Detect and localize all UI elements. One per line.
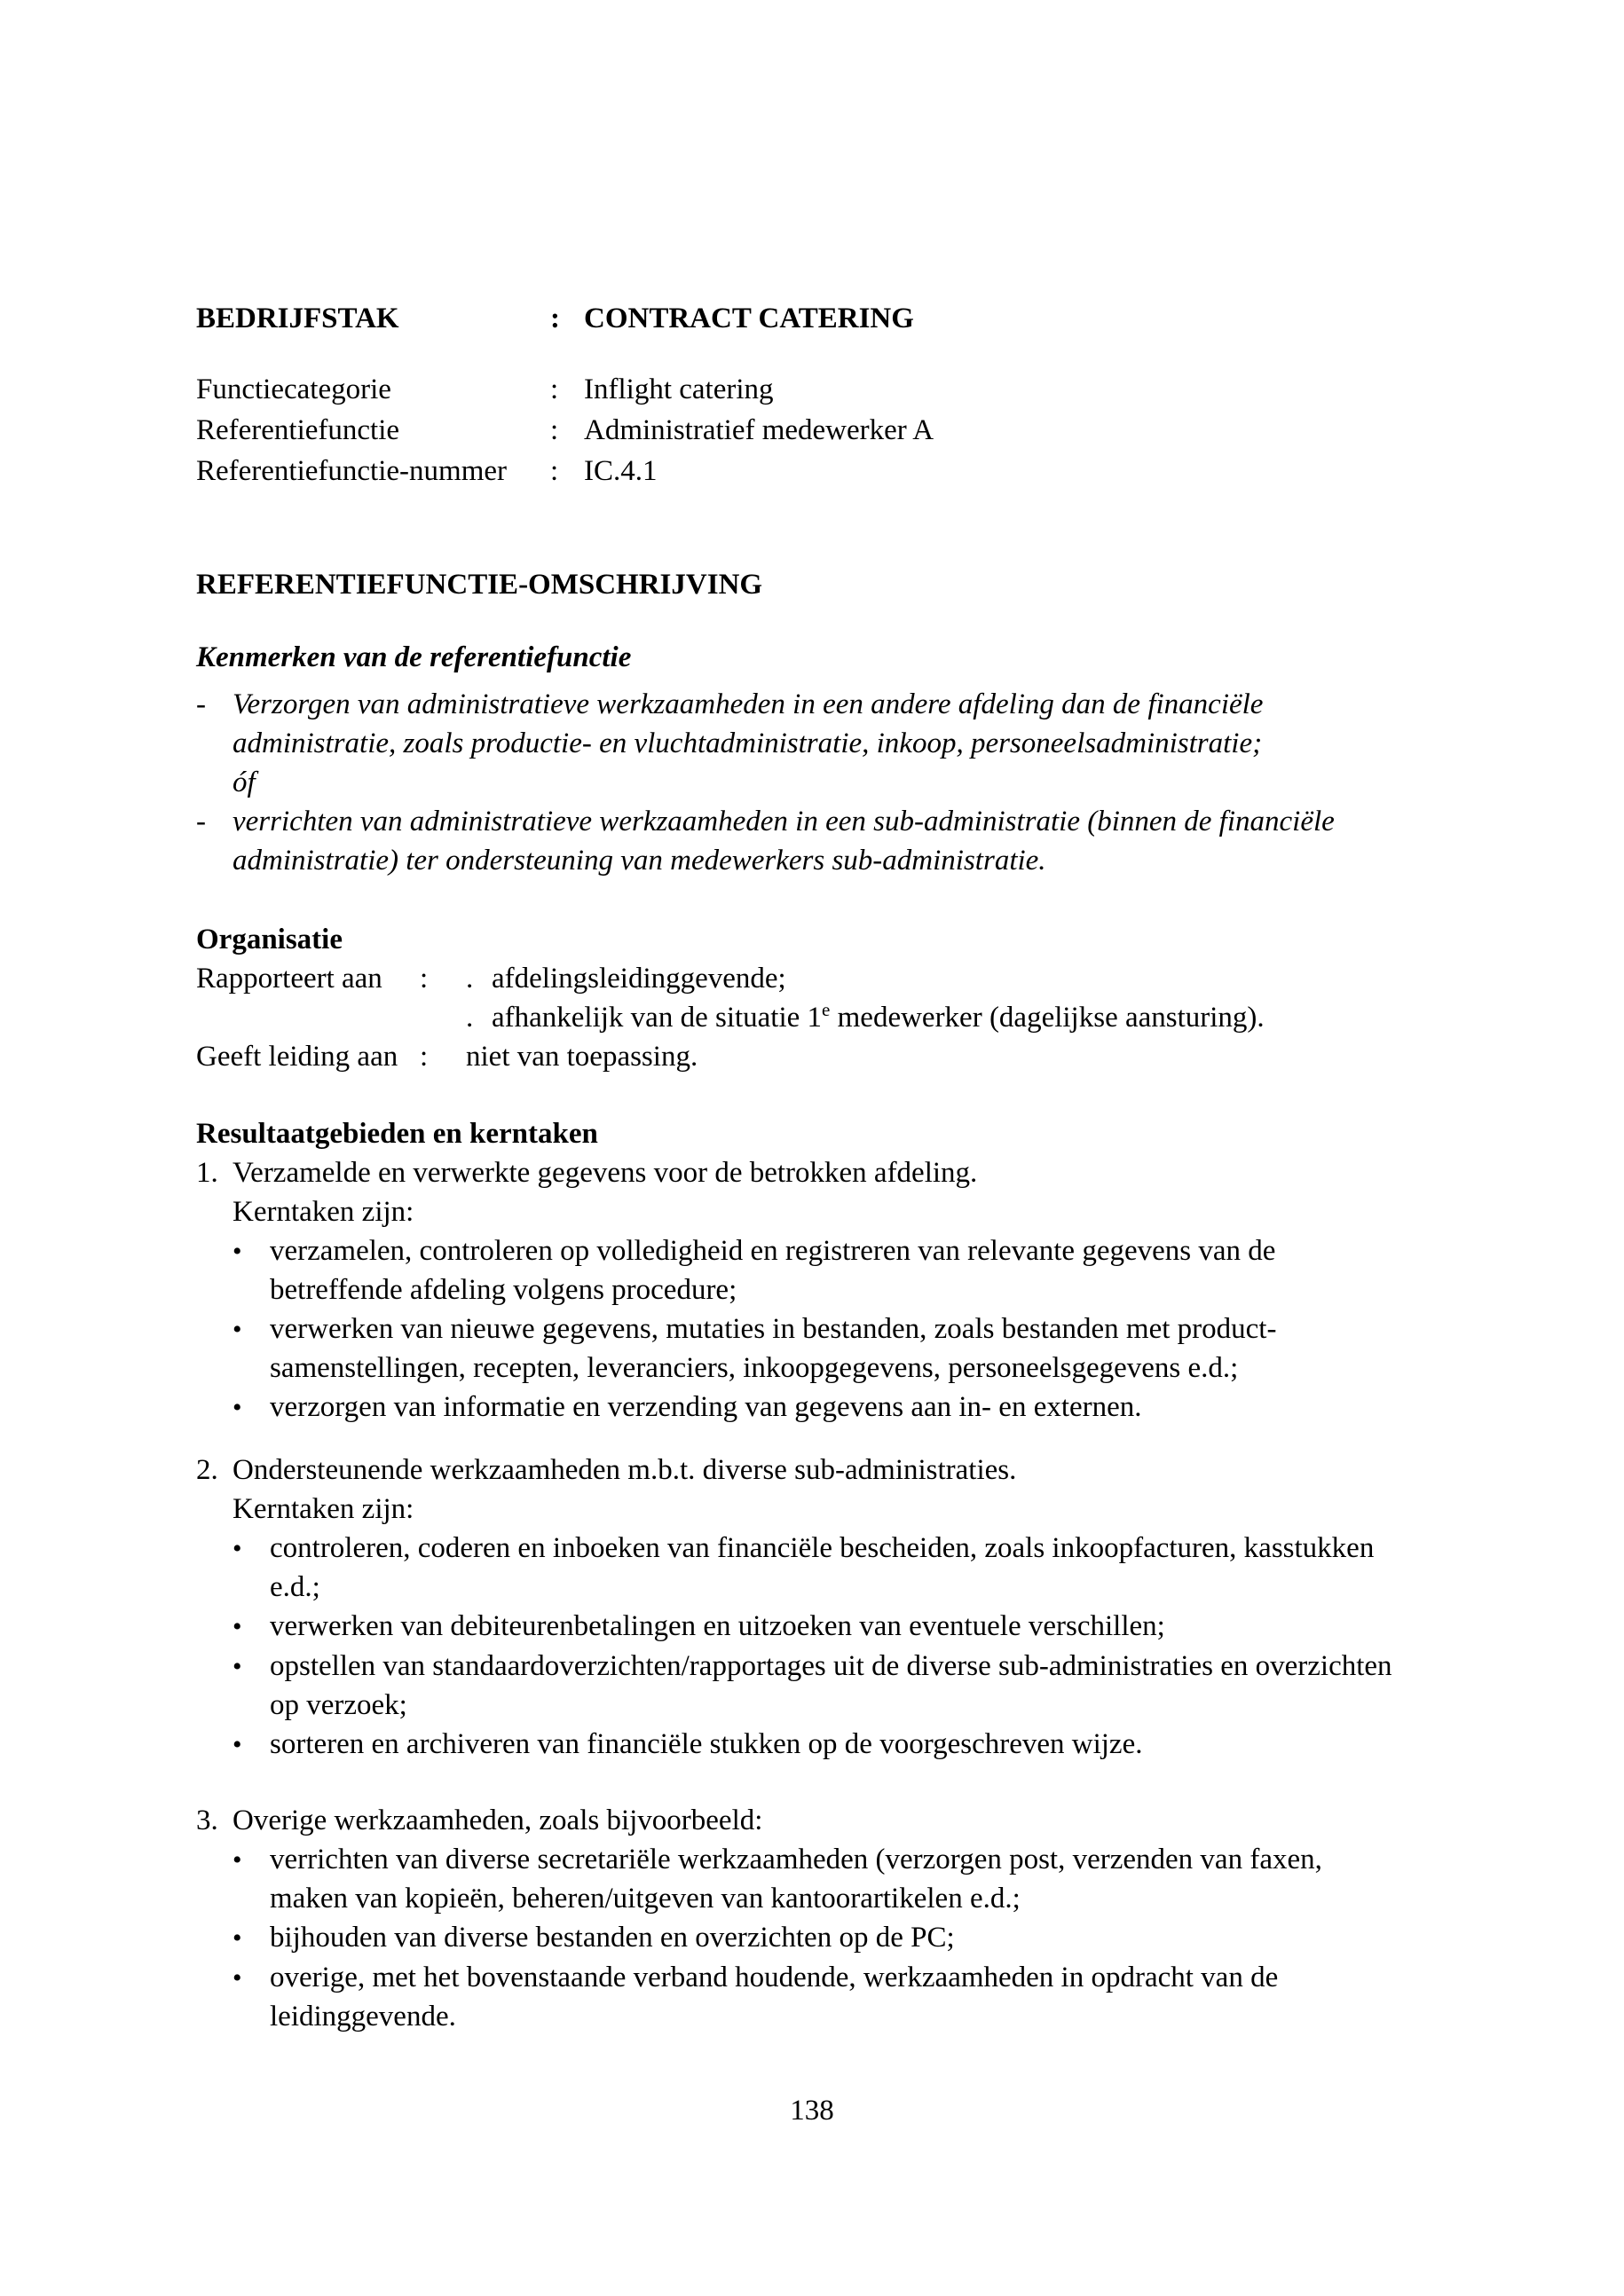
text-line: administratie, zoals productie- en vluchtadministratie, inkoop, personeelsadministratie; xyxy=(233,727,1263,759)
function-id-table xyxy=(196,298,934,491)
id-row-functiecategorie xyxy=(196,369,934,410)
organisatie-title: Organisatie xyxy=(196,924,343,955)
dash-bullet: - xyxy=(196,688,206,720)
text-line: verzamelen, controleren op volledigheid en registreren van relevante gegevens van de xyxy=(270,1235,1276,1267)
bullet-icon: • xyxy=(233,1534,242,1563)
kerntaken-subtitle: Kerntaken zijn: xyxy=(233,1493,414,1525)
bullet-text xyxy=(270,1388,1142,1427)
kenmerken-section xyxy=(196,638,1335,880)
bullet-item xyxy=(233,1958,1392,2036)
kenmerken-title: Kenmerken van de referentiefunctie xyxy=(196,641,632,673)
page-number: 138 xyxy=(790,2095,834,2127)
bullet-text xyxy=(270,1607,1165,1647)
numbered-item-2 xyxy=(196,1451,1392,1765)
bullet-icon: • xyxy=(233,1963,242,1993)
resultaat-section xyxy=(196,1114,1392,2036)
item-title: Overige werkzaamheden, zoals bijvoorbeeld: xyxy=(233,1805,763,1836)
section-title: REFERENTIEFUNCTIE-OMSCHRIJVING xyxy=(196,569,763,601)
org-value-post: medewerker (dagelijkse aansturing). xyxy=(830,1002,1265,1034)
dot-bullet: . xyxy=(466,963,474,995)
dot-bullet: . xyxy=(466,1002,474,1034)
bullet-item xyxy=(233,1529,1392,1607)
dash-bullet: - xyxy=(196,806,206,837)
id-label: BEDRIJFSTAK xyxy=(196,303,399,334)
bullet-text xyxy=(270,1840,1322,1918)
text-line: bijhouden van diverse bestanden en overzichten op de PC; xyxy=(270,1922,955,1954)
text-line: op verzoek; xyxy=(270,1689,407,1721)
text-line: Verzorgen van administratieve werkzaamheden in een andere afdeling dan de financiële xyxy=(233,688,1264,720)
id-label: Functiecategorie xyxy=(196,373,391,405)
kenmerken-item xyxy=(196,685,1335,802)
colon: : xyxy=(420,1041,429,1073)
colon: : xyxy=(550,455,559,487)
colon: : xyxy=(550,303,560,334)
bullet-item xyxy=(233,1840,1392,1918)
item-title: Ondersteunende werkzaamheden m.b.t. diverse sub-administraties. xyxy=(233,1454,1017,1486)
bullet-text xyxy=(270,1725,1142,1765)
bullet-icon: • xyxy=(233,1315,242,1344)
colon: : xyxy=(550,373,559,405)
text-line: verrichten van diverse secretariële werkzaamheden (verzorgen post, verzenden van faxen, xyxy=(270,1844,1322,1875)
bullet-item xyxy=(233,1388,1392,1427)
text-line: verwerken van nieuwe gegevens, mutaties in bestanden, zoals bestanden met product- xyxy=(270,1313,1277,1345)
bullet-item xyxy=(233,1607,1392,1647)
text-line: controleren, coderen en inboeken van financiële bescheiden, zoals inkoopfacturen, kasstukken xyxy=(270,1532,1375,1564)
bullet-text xyxy=(270,1958,1278,2036)
kerntaken-subtitle: Kerntaken zijn: xyxy=(233,1196,414,1228)
text-line: samenstellingen, recepten, leveranciers, inkoopgegevens, personeelsgegevens e.d.; xyxy=(270,1352,1239,1384)
text-line: verwerken van debiteurenbetalingen en uitzoeken van eventuele verschillen; xyxy=(270,1610,1165,1642)
id-row-referentiefunctie-nummer xyxy=(196,451,934,491)
org-value xyxy=(492,999,1265,1034)
text-line: verzorgen van informatie en verzending van gegevens aan in- en externen. xyxy=(270,1391,1142,1423)
bullet-list xyxy=(233,1529,1392,1765)
colon: : xyxy=(550,414,559,446)
superscript-e: e xyxy=(822,999,831,1020)
numbered-item-title-row xyxy=(196,1801,1392,1840)
kenmerken-items xyxy=(196,685,1335,880)
id-row-referentiefunctie xyxy=(196,410,934,451)
text-line: óf xyxy=(233,767,256,798)
text-line: administratie) ter ondersteuning van medewerkers sub-administratie. xyxy=(233,845,1046,877)
org-value-pre: afhankelijk van de situatie 1 xyxy=(492,1002,823,1034)
org-value: afdelingsleidinggevende; xyxy=(492,963,786,995)
bullet-item xyxy=(233,1725,1392,1765)
id-row-bedrijfstak xyxy=(196,298,934,339)
organisatie-row xyxy=(196,1037,1265,1076)
id-value: CONTRACT CATERING xyxy=(584,303,914,334)
id-value: Inflight catering xyxy=(584,373,774,405)
kenmerken-item xyxy=(196,802,1335,880)
text-line: maken van kopieën, beheren/uitgeven van kantoorartikelen e.d.; xyxy=(270,1883,1021,1915)
text-line: overige, met het bovenstaande verband houdende, werkzaamheden in opdracht van de xyxy=(270,1962,1279,1993)
text-line: betreffende afdeling volgens procedure; xyxy=(270,1274,737,1306)
bullet-item xyxy=(233,1309,1392,1388)
text-line: opstellen van standaardoverzichten/rapportages uit de diverse sub-administraties en overzichten xyxy=(270,1650,1392,1682)
bullet-text xyxy=(270,1309,1276,1388)
item-number: 1. xyxy=(196,1157,218,1189)
org-value: niet van toepassing. xyxy=(466,1041,698,1073)
numbered-item-3 xyxy=(196,1801,1392,2036)
text-line: e.d.; xyxy=(270,1571,320,1603)
kenmerken-item-text xyxy=(233,802,1335,880)
bullet-icon: • xyxy=(233,1730,242,1759)
bullet-text xyxy=(270,1529,1374,1607)
bullet-text xyxy=(270,1231,1275,1309)
kenmerken-item-text xyxy=(233,685,1263,802)
id-value: Administratief medewerker A xyxy=(584,414,934,446)
text-line: leidinggevende. xyxy=(270,2001,456,2033)
text-line: verrichten van administratieve werkzaamheden in een sub-administratie (binnen de financiële xyxy=(233,806,1335,837)
item-title: Verzamelde en verwerkte gegevens voor de betrokken afdeling. xyxy=(233,1157,978,1189)
bullet-item xyxy=(233,1647,1392,1725)
bullet-icon: • xyxy=(233,1612,242,1641)
item-number: 3. xyxy=(196,1805,218,1836)
bullet-icon: • xyxy=(233,1237,242,1266)
bullet-icon: • xyxy=(233,1923,242,1953)
organisatie-row xyxy=(196,998,1265,1037)
item-number: 2. xyxy=(196,1454,218,1486)
resultaat-title: Resultaatgebieden en kerntaken xyxy=(196,1118,598,1150)
org-label: Geeft leiding aan xyxy=(196,1041,398,1073)
numbered-item-1 xyxy=(196,1153,1392,1427)
text-line: sorteren en archiveren van financiële stukken op de voorgeschreven wijze. xyxy=(270,1728,1143,1760)
numbered-item-title-row xyxy=(196,1451,1392,1490)
bullet-icon: • xyxy=(233,1845,242,1875)
bullet-text xyxy=(270,1918,955,1958)
org-label: Rapporteert aan xyxy=(196,963,382,995)
bullet-item xyxy=(233,1231,1392,1309)
id-value: IC.4.1 xyxy=(584,455,658,487)
organisatie-row xyxy=(196,959,1265,998)
bullet-icon: • xyxy=(233,1652,242,1681)
bullet-text xyxy=(270,1647,1392,1725)
id-label: Referentiefunctie xyxy=(196,414,400,446)
colon: : xyxy=(420,963,429,995)
bullet-list xyxy=(233,1231,1392,1427)
bullet-icon: • xyxy=(233,1393,242,1422)
numbered-item-title-row xyxy=(196,1153,1392,1192)
id-label: Referentiefunctie-nummer xyxy=(196,455,507,487)
bullet-list xyxy=(233,1840,1392,2036)
organisatie-section xyxy=(196,920,1265,1076)
bullet-item xyxy=(233,1918,1392,1958)
